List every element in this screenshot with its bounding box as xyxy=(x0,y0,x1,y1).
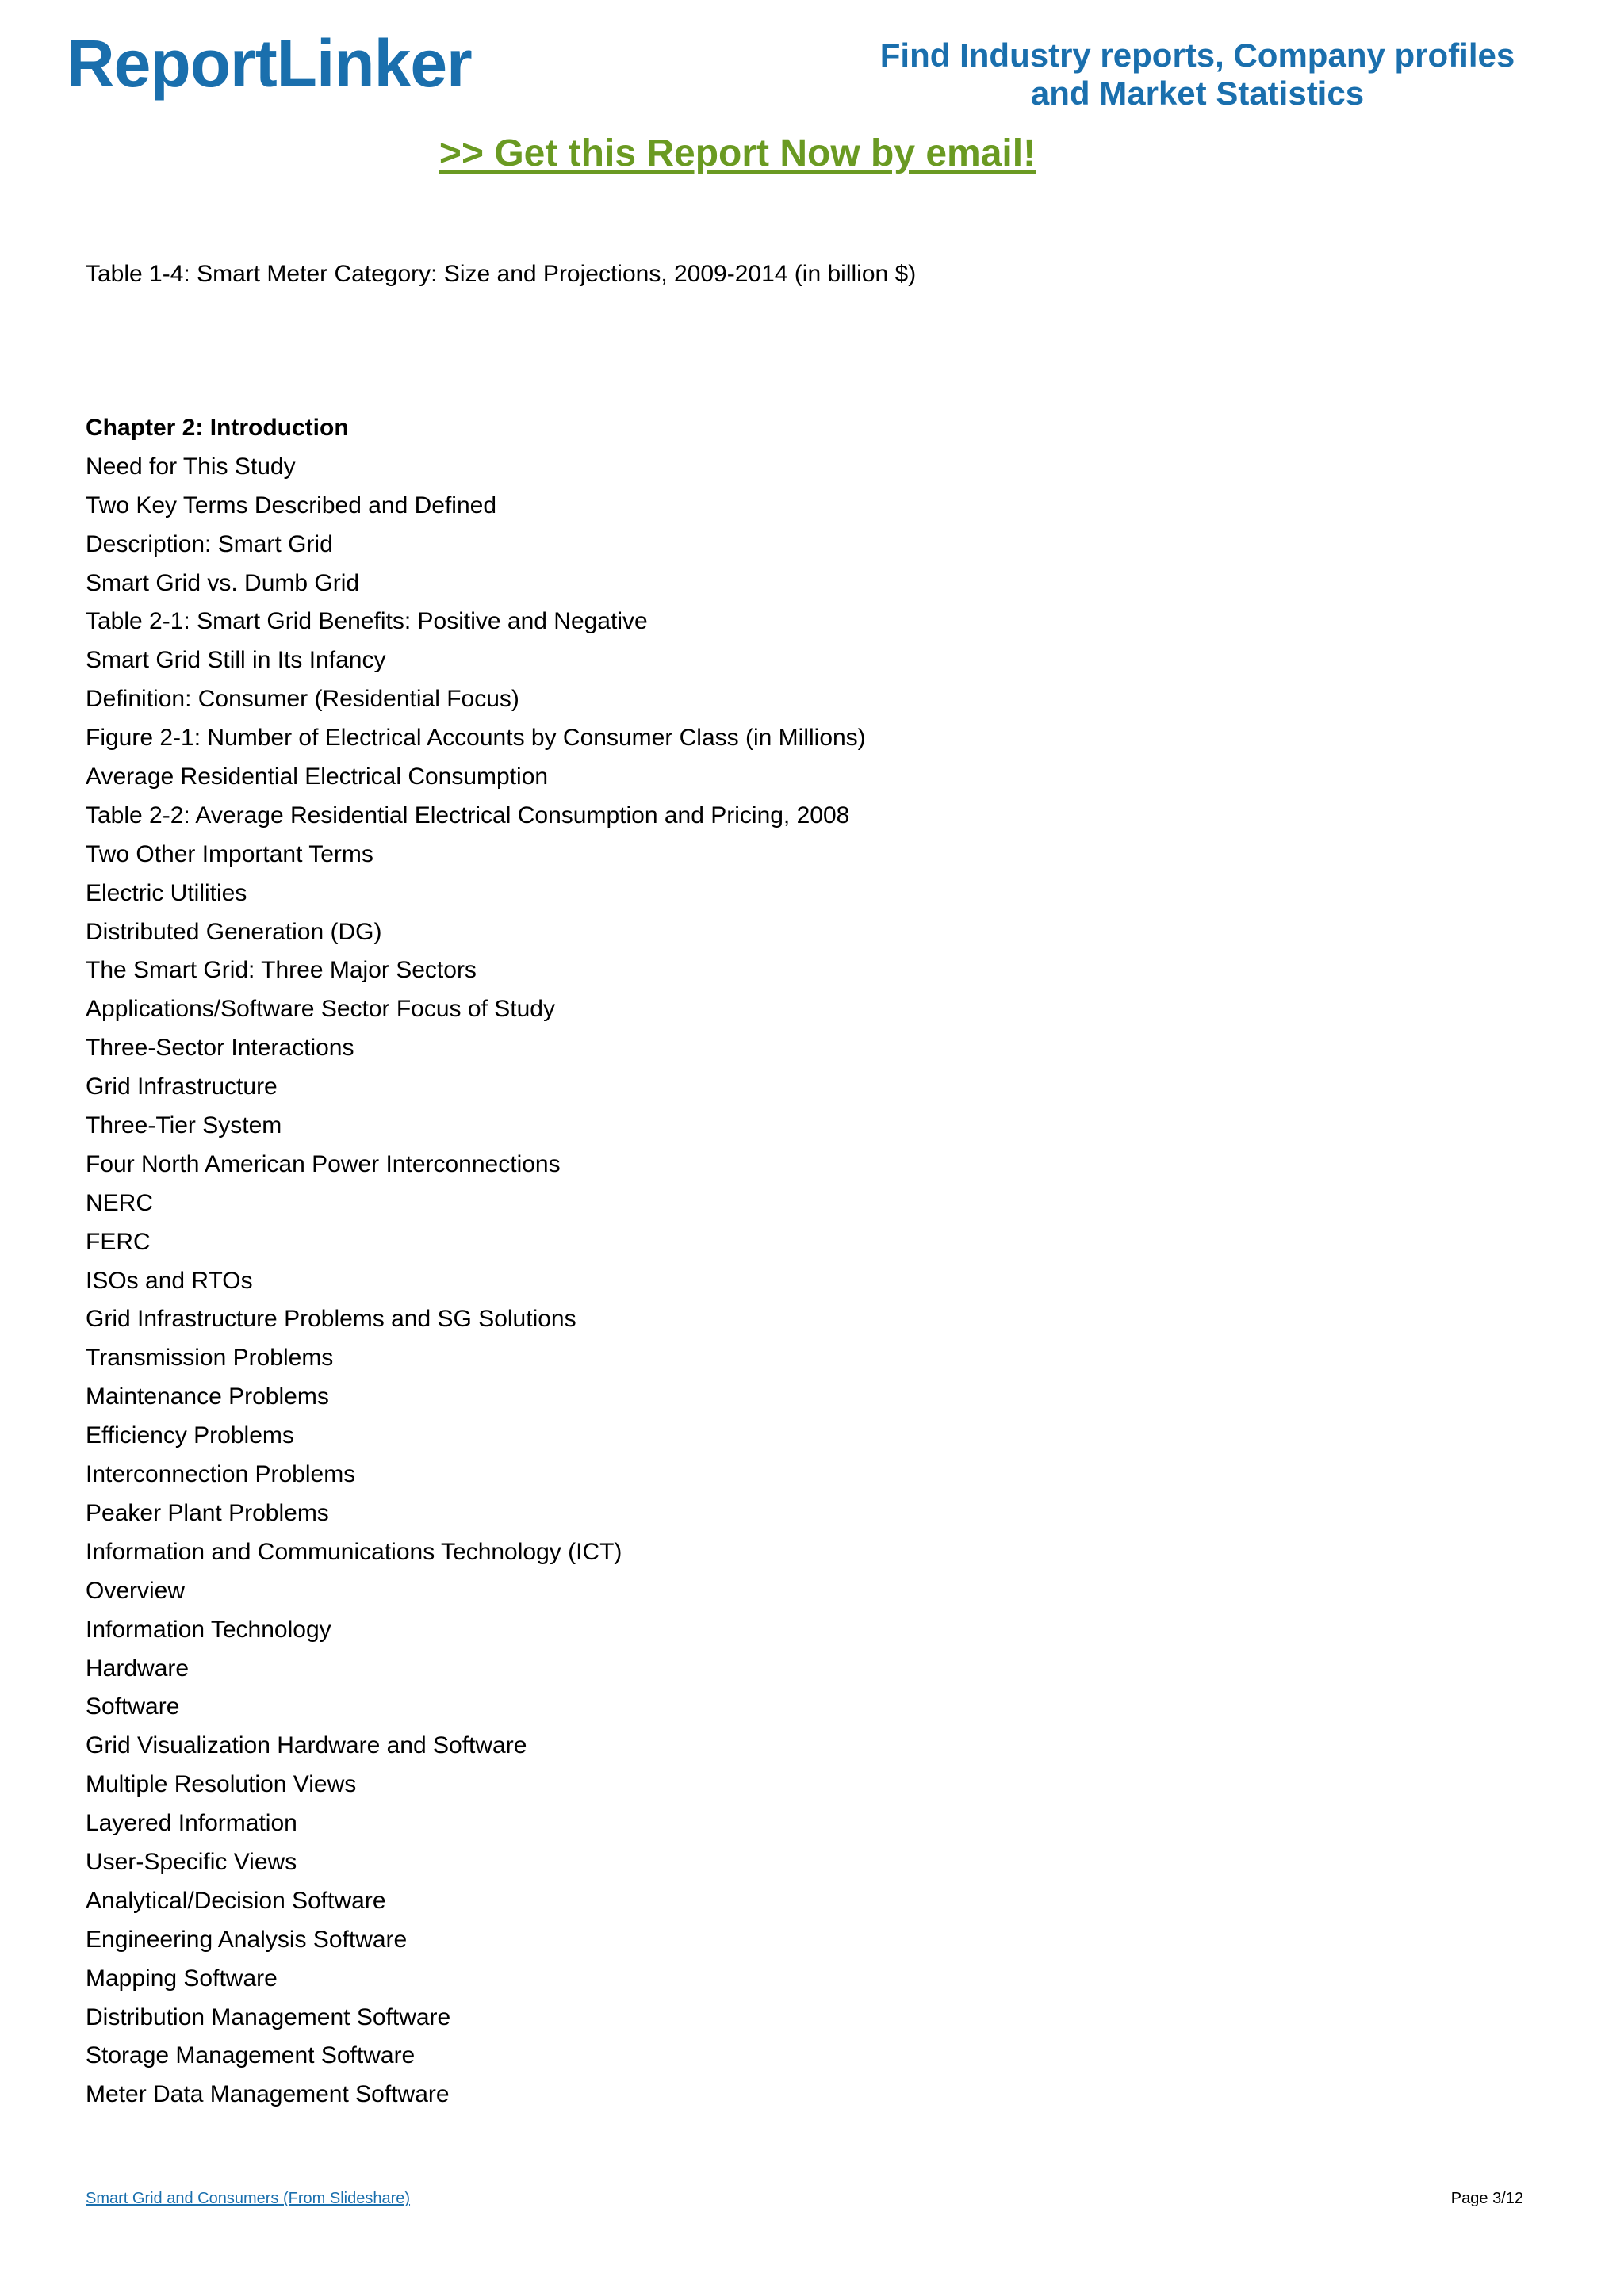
toc-item: Maintenance Problems xyxy=(86,1383,329,1410)
toc-item: Average Residential Electrical Consumption xyxy=(86,763,549,790)
toc-item: Multiple Resolution Views xyxy=(86,1771,357,1798)
table-of-contents xyxy=(86,414,866,2119)
toc-item: Need for This Study xyxy=(86,453,296,480)
tagline-line-1: Find Industry reports, Company profiles xyxy=(879,36,1515,74)
toc-item: Grid Infrastructure xyxy=(86,1073,278,1100)
toc-item: Mapping Software xyxy=(86,1965,278,1992)
toc-item: Four North American Power Interconnections xyxy=(86,1150,561,1177)
toc-item: Grid Visualization Hardware and Software xyxy=(86,1732,527,1759)
toc-item: Analytical/Decision Software xyxy=(86,1887,386,1914)
toc-item: Distribution Management Software xyxy=(86,2003,451,2030)
toc-item: Overview xyxy=(86,1577,186,1604)
toc-item: Information and Communications Technology (ICT) xyxy=(86,1538,622,1565)
toc-item: Electric Utilities xyxy=(86,879,247,906)
chapter-heading: Chapter 2: Introduction xyxy=(86,415,349,441)
toc-item: Two Key Terms Described and Defined xyxy=(86,492,497,519)
toc-item: Table 2-1: Smart Grid Benefits: Positive and Negative xyxy=(86,608,648,635)
toc-item: Smart Grid Still in Its Infancy xyxy=(86,647,386,674)
toc-item: Information Technology xyxy=(86,1616,331,1643)
toc-item: Software xyxy=(86,1693,180,1720)
toc-item: Distributed Generation (DG) xyxy=(86,918,382,945)
toc-item: Grid Infrastructure Problems and SG Solutions xyxy=(86,1306,576,1333)
header-tagline xyxy=(848,36,1546,113)
toc-item: Definition: Consumer (Residential Focus) xyxy=(86,686,519,713)
toc-item: The Smart Grid: Three Major Sectors xyxy=(86,957,477,984)
toc-item: Efficiency Problems xyxy=(86,1422,294,1449)
toc-item: ISOs and RTOs xyxy=(86,1267,253,1294)
page-number: Page 3/12 xyxy=(1450,2190,1523,2207)
toc-item: Figure 2-1: Number of Electrical Accounts by Consumer Class (in Millions) xyxy=(86,725,866,752)
toc-item: Applications/Software Sector Focus of Study xyxy=(86,996,555,1023)
toc-item: Interconnection Problems xyxy=(86,1461,356,1488)
get-report-link[interactable]: >> Get this Report Now by email! xyxy=(439,132,1036,174)
tagline-line-2: and Market Statistics xyxy=(1030,75,1365,112)
toc-item: Storage Management Software xyxy=(86,2042,416,2069)
table-entry: Table 1-4: Smart Meter Category: Size and Projections, 2009-2014 (in billion $) xyxy=(86,261,917,287)
toc-item: User-Specific Views xyxy=(86,1848,297,1875)
toc-item: Smart Grid vs. Dumb Grid xyxy=(86,569,360,596)
toc-item: Layered Information xyxy=(86,1810,297,1837)
toc-item: NERC xyxy=(86,1189,154,1216)
toc-item: Hardware xyxy=(86,1655,190,1682)
toc-item: Description: Smart Grid xyxy=(86,530,333,557)
toc-item: Three-Sector Interactions xyxy=(86,1035,354,1062)
toc-item: Meter Data Management Software xyxy=(86,2081,450,2108)
toc-item: FERC xyxy=(86,1228,151,1255)
toc-item: Engineering Analysis Software xyxy=(86,1926,408,1953)
toc-item: Peaker Plant Problems xyxy=(86,1499,329,1526)
toc-item: Three-Tier System xyxy=(86,1112,282,1139)
toc-item: Table 2-2: Average Residential Electrical Consumption and Pricing, 2008 xyxy=(86,802,850,828)
footer-source-link[interactable]: Smart Grid and Consumers (From Slideshare) xyxy=(86,2190,411,2207)
reportlinker-logo[interactable]: ReportLinker xyxy=(67,26,472,101)
toc-item: Transmission Problems xyxy=(86,1345,334,1372)
toc-item: Two Other Important Terms xyxy=(86,840,373,867)
